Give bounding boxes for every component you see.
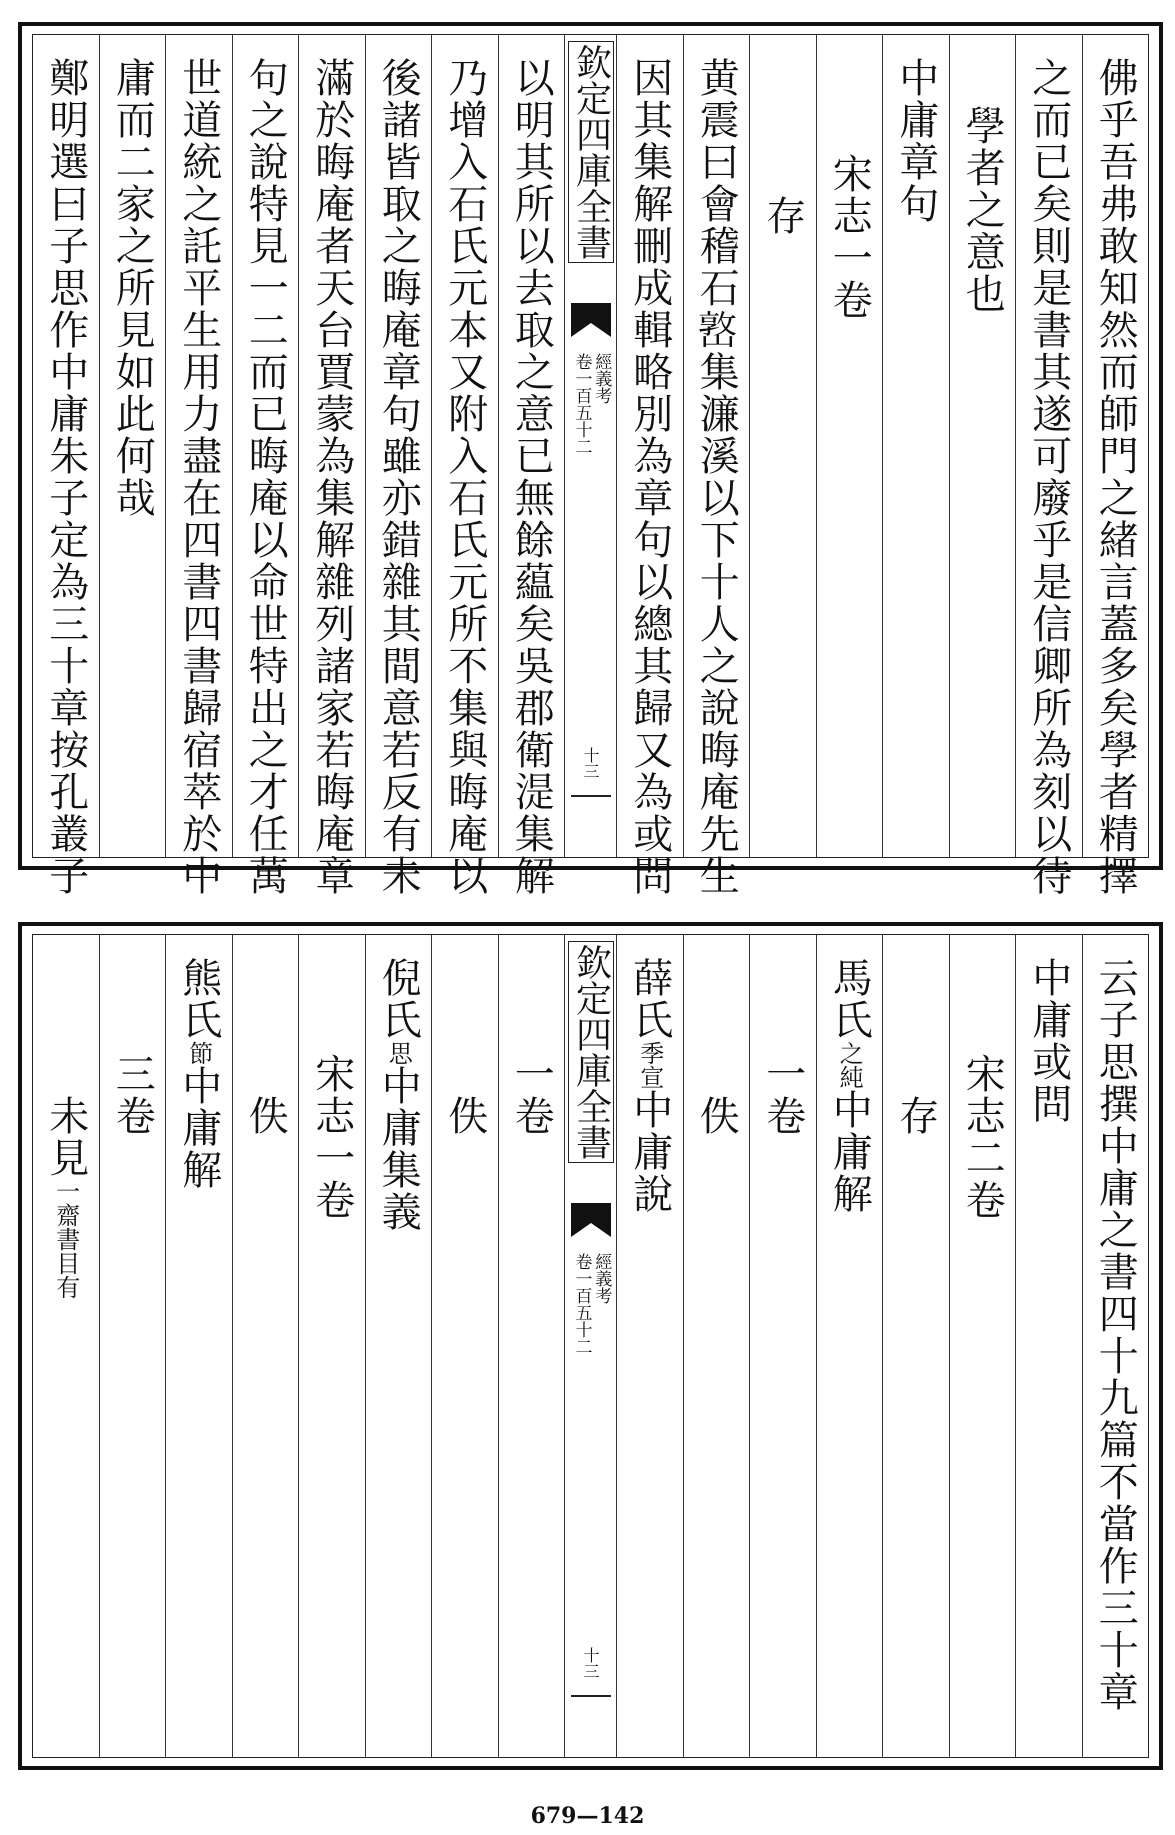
entry-status: 存 bbox=[759, 195, 806, 237]
entry-note: 季宣 bbox=[635, 1041, 664, 1089]
page-top bbox=[18, 22, 1163, 897]
text-column: 句之說特見一二而已晦庵以命世特出之才任萬 bbox=[242, 57, 289, 897]
entry-work: 中庸集義 bbox=[375, 1065, 422, 1233]
text-column: 黄震曰會稽石𡼖集濂溪以下十人之說晦庵先生 bbox=[693, 57, 740, 897]
fishtail-mark bbox=[569, 1197, 613, 1241]
text-column: 佛乎吾弗敢知然而師門之緒言蓋多矣學者精擇 bbox=[1092, 57, 1139, 897]
fishtail-mark bbox=[569, 297, 613, 341]
entry-volume: 宋志一卷 bbox=[308, 1053, 355, 1221]
side-info bbox=[572, 1253, 610, 1355]
entry-volume: 一卷 bbox=[508, 1053, 555, 1137]
text-column: 之而已矣則是書其遂可廢乎是信卿所為刻以待 bbox=[1025, 57, 1072, 897]
text-column: 滿於晦庵者天台賈蒙為集解雜列諸家若晦庵章 bbox=[308, 57, 355, 897]
entry-volume: 三卷 bbox=[109, 1053, 156, 1137]
bottom-columns bbox=[33, 935, 1148, 1757]
entry-status: 存 bbox=[892, 1095, 939, 1137]
text-column: 以明其所以去取之意已無餘藴矣吳郡衛湜集解 bbox=[508, 57, 555, 897]
entry-surname: 倪氏 bbox=[375, 957, 422, 1041]
folio-number: 十三 bbox=[581, 1647, 600, 1679]
entry-note: 節 bbox=[184, 1041, 213, 1065]
entry-title bbox=[375, 957, 422, 1233]
entry-title bbox=[826, 957, 873, 1215]
text-column: 云子思撰中庸之書四十九篇不當作三十章 bbox=[1092, 957, 1139, 1713]
side-volume: 卷一百五十二 bbox=[571, 353, 592, 455]
header-title: 欽定四庫全書 bbox=[568, 941, 614, 1163]
entry-surname: 馬氏 bbox=[826, 957, 873, 1041]
side-book: 經義考 bbox=[591, 353, 612, 404]
entry-work: 中庸解 bbox=[826, 1089, 873, 1215]
text-column: 因其集解刪成輯略別為章句以總其歸又為或問 bbox=[626, 57, 673, 897]
top-columns bbox=[33, 35, 1148, 897]
entry-note: 一齋書目有 bbox=[51, 1179, 80, 1299]
entry-status: 佚 bbox=[693, 1095, 740, 1137]
entry-note: 思 bbox=[384, 1041, 413, 1065]
entry-status-text: 未見 bbox=[42, 1095, 89, 1179]
entry-title bbox=[175, 957, 222, 1191]
page-top-frame bbox=[32, 34, 1149, 897]
text-column: 庸而二家之所見如此何哉 bbox=[109, 57, 156, 519]
text-column: 鄭明選曰子思作中庸朱子定為三十章按孔叢子 bbox=[42, 57, 89, 897]
entry-volume: 宋志二卷 bbox=[959, 1053, 1006, 1221]
side-volume: 卷一百五十二 bbox=[571, 1253, 592, 1355]
folio-bar bbox=[571, 795, 611, 797]
center-margin bbox=[564, 35, 616, 857]
entry-title: 中庸或問 bbox=[1025, 957, 1072, 1125]
text-column: 世道統之託平生用力盡在四書四書歸宿萃於中 bbox=[175, 57, 222, 897]
text-column: 學者之意也 bbox=[959, 105, 1006, 315]
entry-status: 佚 bbox=[441, 1095, 488, 1137]
text-column: 後諸皆取之晦庵章句雖亦錯雜其間意若反有未 bbox=[375, 57, 422, 897]
page-bottom-frame bbox=[32, 934, 1149, 1758]
text-column: 乃增入石氏元本又附入石氏元所不集與晦庵以 bbox=[441, 57, 488, 897]
page-bottom bbox=[18, 922, 1163, 1770]
entry-volume: 一卷 bbox=[759, 1053, 806, 1137]
entry-status: 佚 bbox=[242, 1095, 289, 1137]
entry-note: 之純 bbox=[835, 1041, 864, 1089]
entry-work: 中庸解 bbox=[175, 1065, 222, 1191]
entry-title bbox=[626, 957, 673, 1215]
folio-number: 十三 bbox=[581, 747, 600, 779]
side-info bbox=[572, 353, 610, 455]
entry-work: 中庸說 bbox=[626, 1089, 673, 1215]
page-number: 679—142 bbox=[530, 1803, 645, 1829]
entry-status bbox=[42, 1095, 89, 1299]
entry-volume: 宋志一卷 bbox=[826, 153, 873, 321]
header-title: 欽定四庫全書 bbox=[568, 41, 614, 263]
entry-surname: 薛氏 bbox=[626, 957, 673, 1041]
entry-title: 中庸章句 bbox=[892, 57, 939, 225]
entry-surname: 熊氏 bbox=[175, 957, 222, 1041]
center-margin bbox=[564, 935, 616, 1757]
side-book: 經義考 bbox=[591, 1253, 612, 1304]
folio-bar bbox=[571, 1695, 611, 1697]
